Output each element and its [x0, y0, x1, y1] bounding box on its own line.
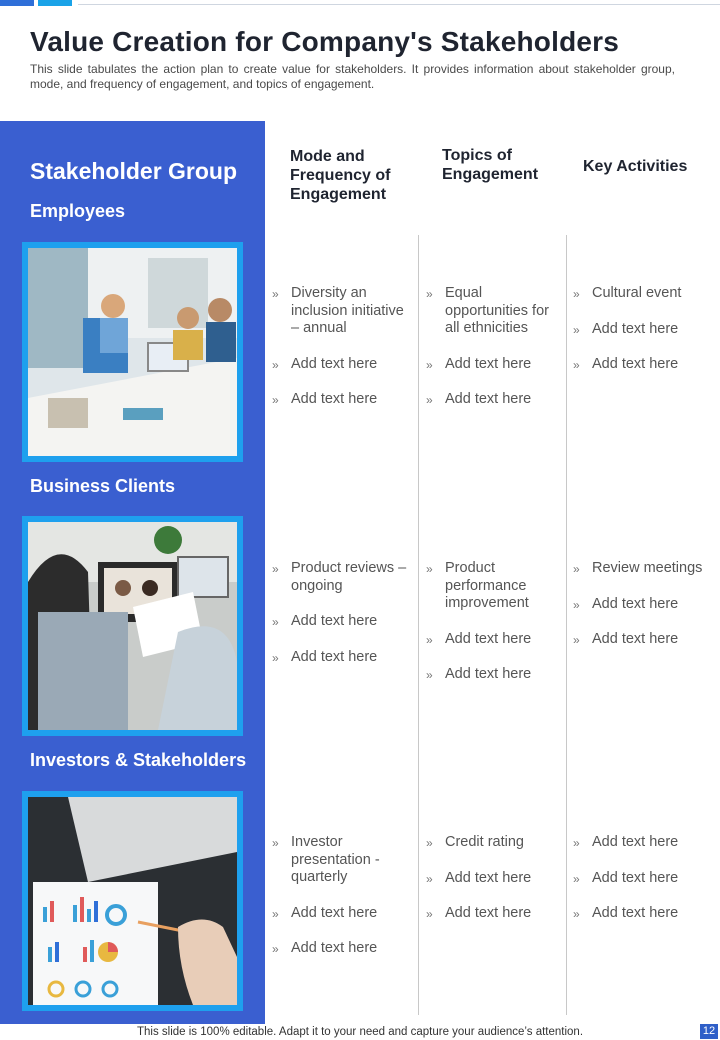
list-item: » Add text here [272, 391, 378, 407]
row3-topics-cell [426, 834, 560, 941]
video-call-photo [28, 522, 237, 730]
office-team-photo [28, 248, 237, 456]
row1-topics-cell [426, 285, 560, 427]
row3-activities-cell [573, 834, 713, 941]
row1-mode-cell [272, 285, 412, 427]
column-header-topics: Topics of Engagement [442, 147, 539, 183]
list-item: » Add text here [573, 320, 679, 337]
row2-topics-cell [426, 560, 560, 702]
list-item: » Add text here [426, 391, 532, 407]
employees-photo-frame [22, 242, 243, 462]
list-item: » Add text here [573, 631, 679, 647]
row3-mode-cell [272, 834, 412, 976]
list-item: » Add text here [272, 613, 378, 629]
business-clients-photo-frame [22, 516, 243, 736]
page-number-badge: 12 [700, 1024, 718, 1039]
list-item: » Equal opportunities for all ethnicities [426, 285, 549, 336]
list-item: » Add text here [426, 355, 532, 372]
column-divider [418, 235, 419, 1015]
group-label-employees: Employees [30, 201, 126, 221]
list-item: » Product reviews – ongoing [272, 560, 407, 594]
group-label-investors: Investors & Stakeholders [30, 750, 247, 770]
column-header-activities: Key Activities [583, 158, 688, 175]
charts-report-photo [28, 797, 237, 1005]
list-item: » Investor presentation - quarterly [272, 834, 380, 885]
list-item: » Diversity an inclusion initiative – annual [272, 285, 404, 336]
page-title: Value Creation for Company's Stakeholders [30, 26, 620, 57]
list-item: » Product performance improvement [426, 560, 529, 611]
list-item: » Add text here [272, 355, 378, 372]
row2-activities-cell [573, 560, 713, 667]
row2-mode-cell [272, 560, 412, 684]
list-item: » Add text here [573, 834, 679, 850]
list-item: » Add text here [573, 905, 679, 921]
top-accent-bar [0, 0, 34, 6]
stakeholder-group-heading: Stakeholder Group [30, 158, 238, 184]
footer-note: This slide is 100% editable. Adapt it to your need and capture your audience’s attention. [136, 1026, 584, 1038]
top-accent-bar-secondary [38, 0, 72, 6]
top-divider [78, 4, 720, 5]
row1-activities-cell [573, 285, 713, 392]
list-item: » Add text here [426, 905, 532, 921]
list-item: » Add text here [573, 595, 679, 612]
list-item: » Add text here [426, 630, 532, 647]
group-label-business-clients: Business Clients [30, 476, 176, 496]
column-header-mode: Mode and Frequency of Engagement [290, 148, 391, 203]
page-subtitle: This slide tabulates the action plan to create value for stakeholders. It provides information about stakeholder group, mode, and frequency of engagement, and topics of engagement. [30, 62, 675, 91]
column-divider [566, 235, 567, 1015]
list-item: » Add text here [426, 666, 532, 682]
investors-photo-frame [22, 791, 243, 1011]
list-item: » Review meetings [573, 560, 703, 576]
list-item: » Credit rating [426, 834, 524, 850]
list-item: » Add text here [272, 940, 378, 956]
list-item: » Add text here [272, 648, 378, 665]
list-item: » Add text here [426, 869, 532, 886]
list-item: » Add text here [573, 869, 679, 886]
list-item: » Add text here [573, 356, 679, 372]
list-item: » Cultural event [573, 285, 682, 301]
list-item: » Add text here [272, 904, 378, 921]
